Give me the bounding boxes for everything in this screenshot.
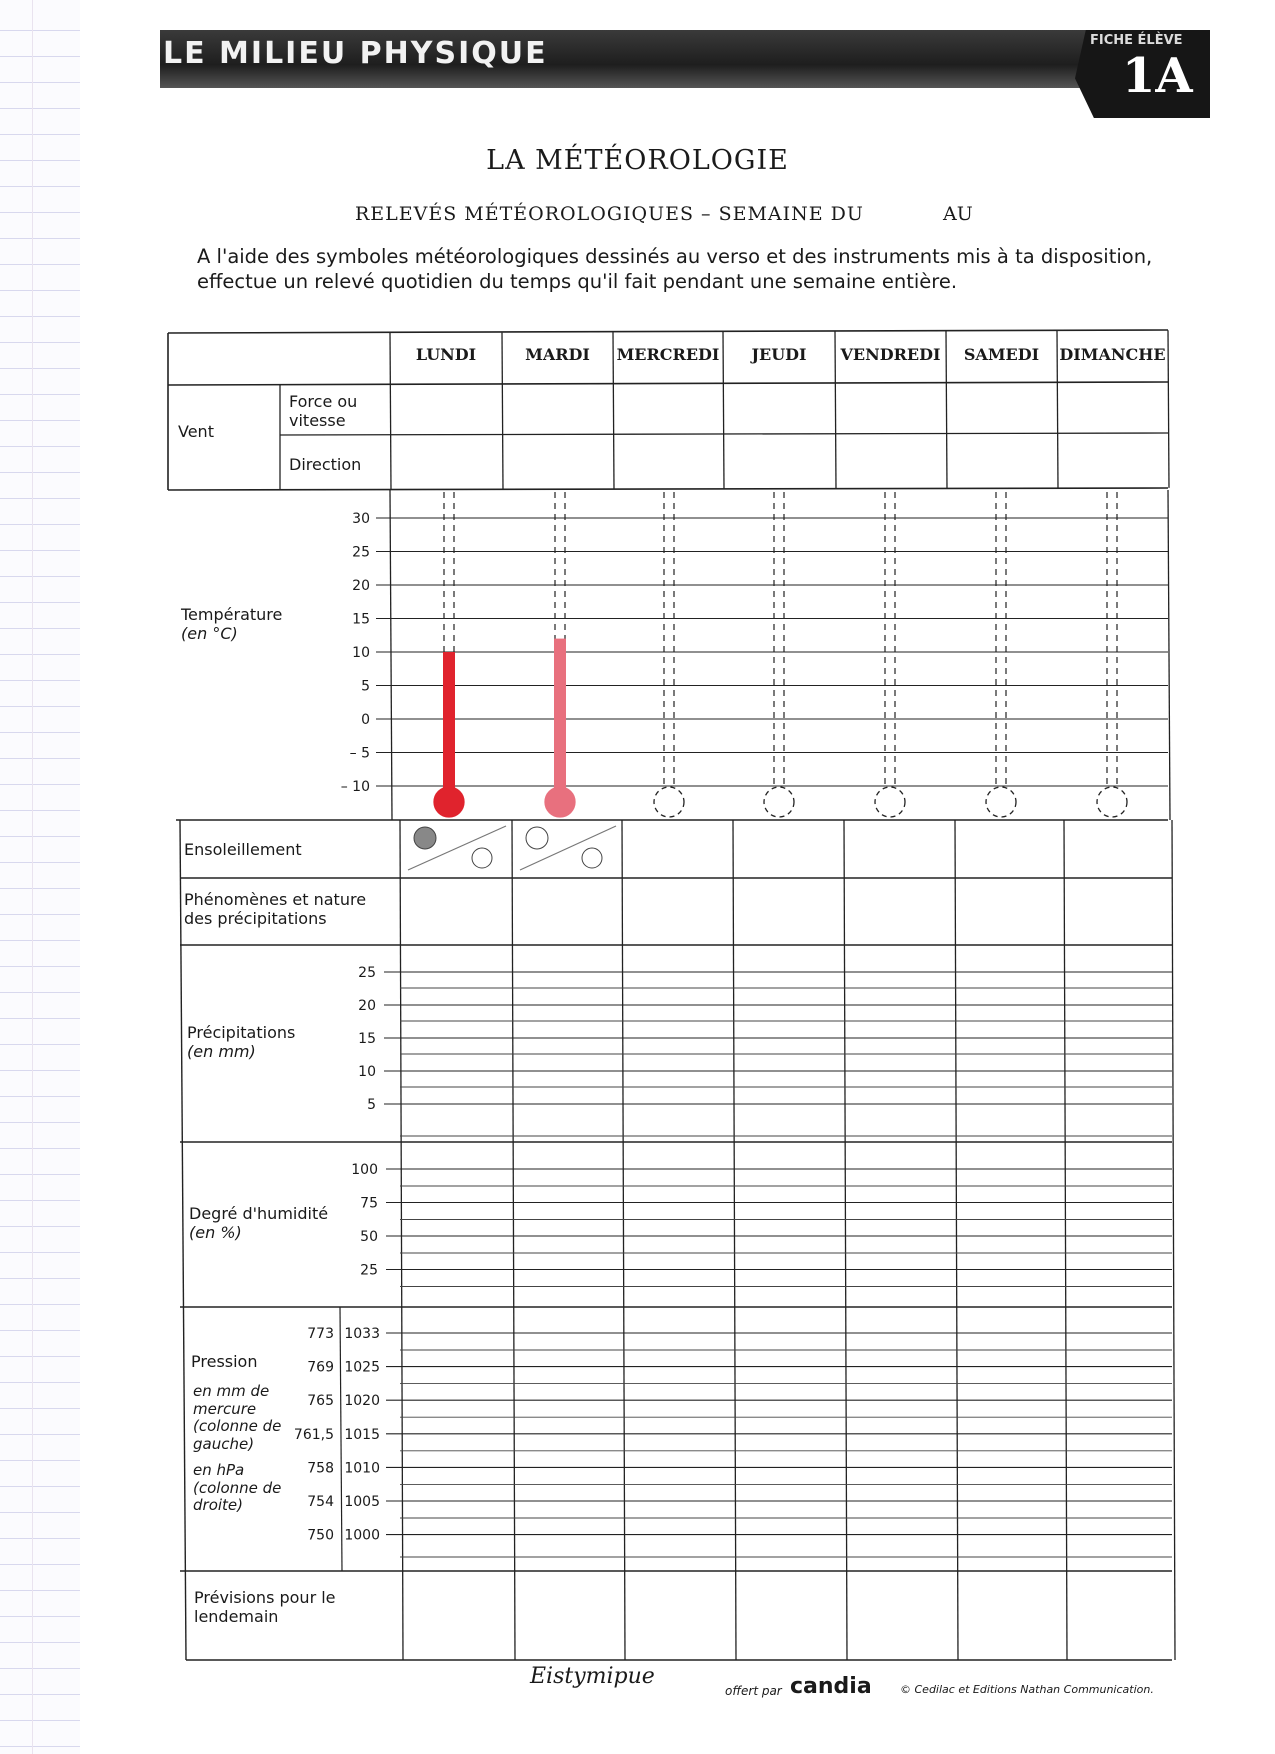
row-label-precipitations: Précipitations [187,1023,296,1042]
row-label-ensoleillement: Ensoleillement [184,840,302,859]
day-header-vendredi: VENDREDI [840,345,941,364]
row-label-humidite: Degré d'humidité [189,1204,329,1223]
row-label-pression: Pression [191,1352,258,1371]
row-label-phenomenes: Phénomènes et nature des précipitations [184,890,367,928]
row-label-temperature: Température [181,605,283,624]
day-header-samedi: SAMEDI [963,345,1040,364]
thermometer-bulb [654,787,684,817]
instructions-text: A l'aide des symboles météorologiques dessinés au verso et des instruments mis à ta disposition, effectue un relevé quotidien du temps qu'il fait pendant une semaine entière. [197,245,1153,293]
humidity-tick: 100 [351,1162,378,1178]
pressure-tick-hpa: 1020 [344,1393,380,1410]
precipitation-tick: 25 [358,965,376,981]
copyright: © Cedilac et Editions Nathan Communication. [900,1683,1154,1696]
row-label-direction: Direction [289,455,362,474]
temperature-unit: (en °C) [181,624,238,643]
thermometer-bulb [986,787,1016,817]
pressure-tick-hpa: 1015 [344,1426,380,1443]
thermometer-fill [443,652,455,802]
pressure-tick-mm: 750 [307,1527,334,1544]
candia-logo: candia [790,1674,872,1699]
precipitations-unit: (en mm) [187,1042,256,1061]
row-label-force: Force ou vitesse [289,392,358,430]
temperature-tick: 5 [361,678,370,695]
thermometer-fill [554,639,566,802]
pressure-tick-mm: 754 [307,1494,334,1510]
pressure-tick-hpa: 1010 [344,1460,380,1477]
sunshine-symbol [472,848,492,868]
pressure-tick-mm: 758 [307,1460,334,1477]
humidity-tick: 75 [360,1195,378,1212]
day-header-jeudi: JEUDI [751,345,807,364]
temperature-tick: 15 [352,611,370,628]
pression-note-mm: en mm de mercure (colonne de gauche) [193,1382,282,1453]
pressure-tick-hpa: 1033 [344,1326,380,1342]
pressure-tick-mm: 761,5 [293,1426,334,1443]
pressure-tick-hpa: 1005 [344,1494,380,1510]
signature: Eistymipue [530,1664,655,1689]
pression-note-hpa: en hPa (colonne de droite) [193,1461,282,1514]
thermometer-bulb [764,787,794,817]
temperature-tick: 20 [352,578,370,594]
day-header-dimanche: DIMANCHE [1059,345,1166,364]
precipitation-tick: 20 [358,998,376,1014]
sunshine-symbol [526,827,548,849]
thermometer-bulb [1097,787,1127,817]
pressure-tick-mm: 765 [307,1393,334,1410]
sunshine-diagonal [520,826,616,870]
sunshine-symbol [414,827,436,849]
precipitation-tick: 10 [358,1064,376,1080]
subtitle-au: AU [943,203,973,225]
temperature-tick: – 5 [349,745,370,762]
page-subtitle: RELEVÉS MÉTÉOROLOGIQUES – SEMAINE DU [355,203,864,225]
pressure-tick-mm: 773 [307,1326,334,1342]
temperature-tick: 30 [352,511,370,527]
pressure-tick-mm: 769 [307,1359,334,1376]
temperature-tick: – 10 [340,779,370,795]
temperature-tick: 0 [361,712,370,728]
pressure-tick-hpa: 1000 [344,1527,380,1544]
page-title: LA MÉTÉOROLOGIE [486,145,789,176]
temperature-tick: 25 [352,544,370,561]
banner-title: LE MILIEU PHYSIQUE [163,36,548,71]
row-label-vent: Vent [178,422,214,441]
offered-by: offert par [725,1684,782,1698]
pressure-tick-hpa: 1025 [344,1359,380,1376]
precipitation-tick: 5 [367,1097,376,1113]
humidite-unit: (en %) [189,1223,242,1242]
sunshine-symbol [582,848,602,868]
humidity-tick: 25 [360,1262,378,1279]
thermometer-bulb [875,787,905,817]
day-header-mardi: MARDI [525,345,590,364]
temperature-tick: 10 [352,645,370,661]
badge-code: 1A [1122,48,1193,104]
precipitation-tick: 15 [358,1031,376,1047]
badge-label: FICHE ÉLÈVE [1090,33,1183,48]
row-label-previsions: Prévisions pour le lendemain [194,1588,336,1626]
day-header-lundi: LUNDI [415,345,477,364]
humidity-tick: 50 [360,1229,378,1245]
day-header-mercredi: MERCREDI [616,345,720,364]
